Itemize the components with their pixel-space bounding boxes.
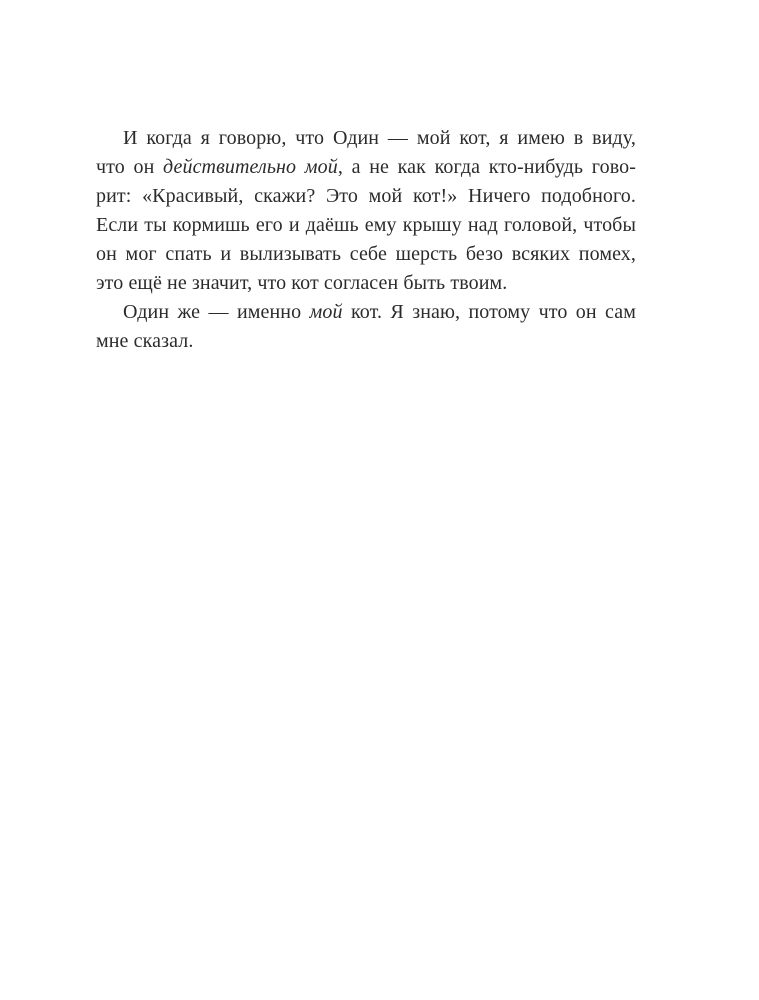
text-line (96, 182, 636, 211)
text-line (96, 298, 636, 327)
paragraph-2 (96, 298, 636, 356)
text-line (96, 327, 636, 356)
text-run-italic: действительно мой (163, 156, 338, 178)
paragraph-1 (96, 124, 636, 298)
text-line (96, 211, 636, 240)
text-run: что он (96, 156, 164, 178)
text-run: кот. Я знаю, потому что он сам (342, 301, 636, 323)
text-run: мне сказал. (96, 330, 194, 352)
text-run: это ещё не значит, что кот согласен быть твоим. (96, 272, 508, 294)
text-line (96, 124, 636, 153)
text-run-italic: мой (309, 301, 343, 323)
text-block (96, 124, 636, 356)
text-line (96, 153, 636, 182)
text-run: Если ты кормишь его и даёшь ему крышу над головой, чтобы (96, 214, 636, 236)
text-run: Один же — именно (123, 301, 310, 323)
text-run: , а не как когда кто-нибудь гово- (337, 156, 636, 178)
text-run: рит: «Красивый, скажи? Это мой кот!» Ничего подобного. (96, 185, 636, 207)
text-line (96, 240, 636, 269)
text-run: И когда я говорю, что Один — мой кот, я имею в виду, (123, 127, 636, 149)
text-line (96, 269, 636, 298)
text-run: он мог спать и вылизывать себе шерсть безо всяких помех, (96, 243, 636, 265)
